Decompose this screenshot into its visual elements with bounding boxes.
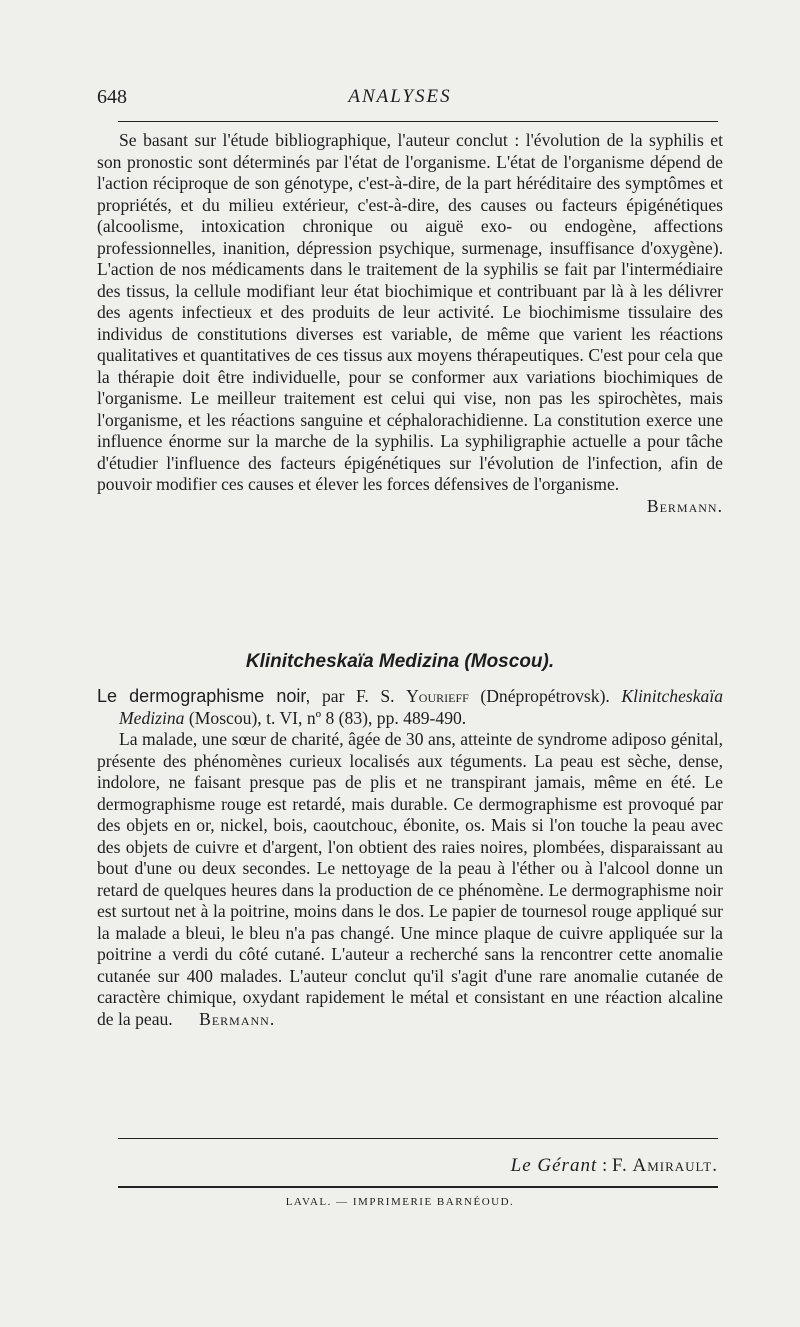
first-article-paragraph: Se basant sur l'étude bibliographique, l'auteur conclut : l'évolution de la syphilis et son pronostic sont déterminés par l'état de l'organisme. L'état de l'organisme dépend de l'action réciproque de son génotype, c'est-à-dire, de la part héréditaire des symptômes et propriétés, et du milieu extérieur, c'est-à-dire, des causes ou facteurs épigénétiques (alcoolisme, intoxication chronique ou aiguë exo- ou endogène, affections professionnelles, inanition, dépression psychique, surmenage, insuffisance d'oxygène). L'action de nos médicaments dans le traitement de la syphilis se fait par l'intermédiaire des tissus, la cellule modifiant leur état biochimique et contribuant par là à les délivrer des agents infectieux et des produits de leur activité. Le biochimisme tissulaire des individus de constitutions diverses est variable, de même que varient les réactions qualitatives et quantitatives de ces tissus aux moyens thérapeutiques. C'est pour cela que la thérapie doit être individuelle, pour se conformer aux variations biochimiques de l'organisme. Le meilleur traitement est celui qui vise, non pas les spirochètes, mais l'organisme, et les réactions sanguine et céphalorachidienne. La constitution exerce une influence énorme sur la marche de la syphilis. La syphiligraphie actuelle a pour tâche d'étudier l'influence des facteurs épigénétiques sur l'évolution de l'infection, afin de pouvoir modifier ces causes et élever les forces défensives de l'organisme.: [97, 130, 723, 494]
page-number: 648: [97, 86, 127, 108]
article-by: par F. S.: [321, 686, 395, 706]
second-article-signature: Bermann.: [199, 1008, 276, 1029]
first-article: [97, 130, 723, 517]
gerant-line: [0, 1155, 718, 1177]
header-rule: [118, 121, 718, 122]
second-article-paragraph: [97, 729, 723, 1030]
article-author: Yourieff: [406, 686, 469, 706]
running-title: ANALYSES: [348, 86, 452, 107]
gerant-separator: :: [597, 1155, 612, 1176]
article-citation: (Moscou), t. VI, nº 8 (83), pp. 489-490.: [188, 707, 467, 728]
first-article-signature: Bermann.: [646, 495, 723, 516]
article-journal: Klinitcheskaïa Medizina: [119, 686, 724, 728]
second-article-text: La malade, une sœur de charité, âgée de 30 ans, atteinte de syndrome adiposo génital, présente des phénomènes curieux localisés aux téguments. La peau est sèche, dense, indolore, ne faisant presque pas de plis et ne transpirant jamais, même en été. Le dermographisme rouge est retardé, mais durable. Ce dermographisme est provoqué par des objets en or, nickel, bois, caoutchouc, ébonite, os. Mais si l'on touche la peau avec des objets de cuivre et d'argent, l'on obtient des raies noires, plombées, disparaissant au bout d'une ou deux secondes. Le nettoyage de la peau à l'éther ou à l'alcool donne un retard de quelques heures dans la production de ce phénomène. Le dermographisme noir est surtout net à la poitrine, moins dans le dos. Le papier de tournesol rouge appliqué sur la malade a bleui, le bleu n'a pas changé. Une mince plaque de cuivre appliquée sur la poitrine a verdi du côté cutané. L'auteur a recherché sans la rencontrer cette anomalie cutanée sur 400 malades. L'auteur conclut qu'il s'agit d'une rare anomalie cutanée de caractère chimique, oxydant rapidement le métal et consistant en une réaction alcaline de la peau.: [97, 729, 723, 1029]
gerant-name: F. Amirault.: [612, 1155, 718, 1176]
footer-rule-top: [118, 1138, 718, 1139]
journal-heading: Klinitcheskaïa Medizina (Moscou).: [245, 651, 555, 672]
printer-imprint: LAVAL. — IMPRIMERIE BARNÉOUD.: [285, 1196, 515, 1208]
footer-rule-bottom: [118, 1186, 718, 1188]
article-reference: [97, 686, 723, 729]
article-title: Le dermographisme noir,: [97, 686, 311, 706]
article-location: (Dnépropétrovsk).: [480, 686, 610, 706]
gerant-label: Le Gérant: [510, 1155, 598, 1176]
second-article: [97, 686, 723, 1030]
